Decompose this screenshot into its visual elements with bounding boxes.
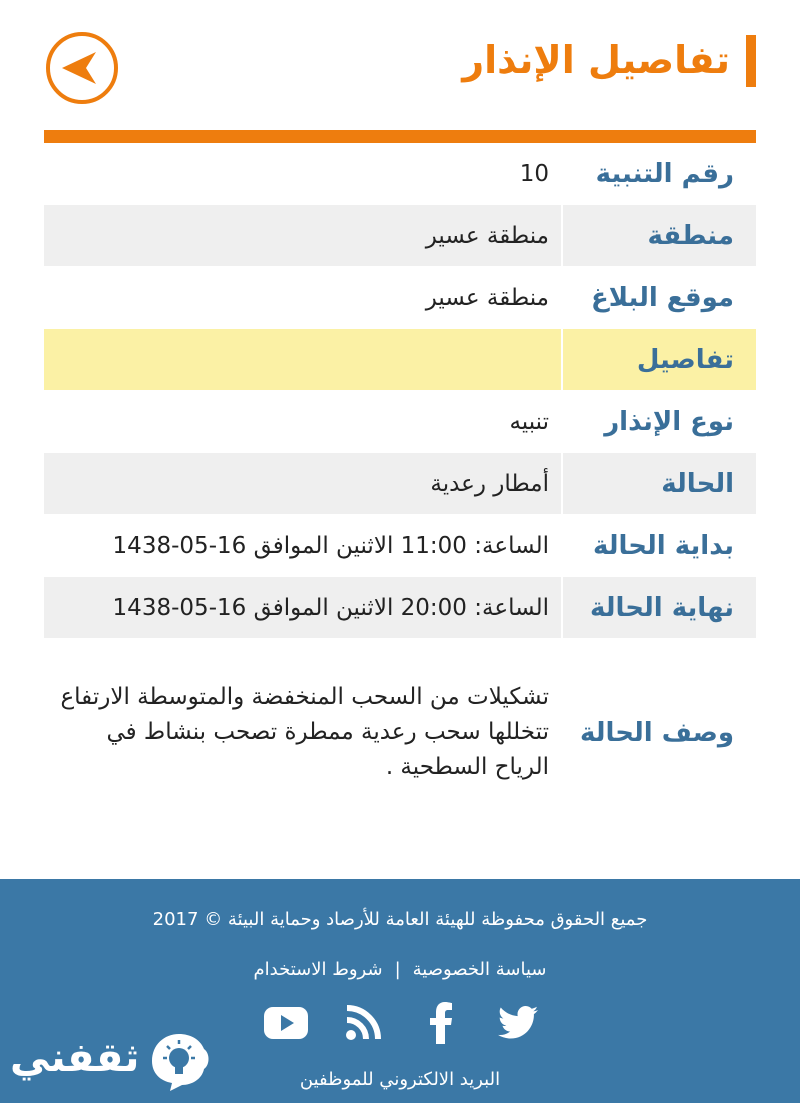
row-value: منطقة عسير (44, 205, 561, 266)
watermark-text: ثقفني (10, 1035, 140, 1081)
row-value: أمطار رعدية (44, 453, 561, 514)
link-separator: | (394, 959, 401, 980)
row-label: منطقة (563, 205, 756, 266)
row-label: موقع البلاغ (590, 282, 734, 313)
row-value: الساعة: 11:00 الاثنين الموافق 16-05-1438 (112, 532, 549, 559)
row-value (44, 329, 561, 390)
table-row-status-start (44, 515, 756, 576)
row-label: نوع الإنذار (604, 406, 734, 437)
employee-email-link[interactable]: البريد الالكتروني للموظفين (299, 1069, 501, 1090)
footer-links (0, 959, 800, 980)
alert-details-table (44, 143, 756, 785)
row-label: رقم التنبية (595, 158, 734, 189)
facebook-icon[interactable] (417, 1001, 465, 1045)
description-text: تشكيلات من السحب المنخفضة والمتوسطة الارتفاع تتخللها سحب رعدية ممطرة تصحب بنشاط في الرياح السطحية . (60, 684, 549, 780)
header-divider (44, 130, 756, 143)
chevron-left-icon (44, 30, 120, 106)
table-row-region (44, 205, 756, 266)
row-label: بداية الحالة (593, 530, 734, 561)
row-label: الحالة (563, 453, 756, 514)
privacy-policy-link[interactable]: سياسة الخصوصية (412, 959, 547, 980)
section-label: تفاصيل (563, 329, 756, 390)
row-value: منطقة عسير (425, 284, 549, 311)
table-row-status (44, 453, 756, 514)
table-row-report-location (44, 267, 756, 328)
row-label: وصف الحالة (579, 717, 734, 748)
row-value: تنبيه (509, 408, 549, 435)
rss-icon[interactable] (339, 1001, 387, 1045)
table-row-description (44, 680, 756, 785)
twitter-icon[interactable] (494, 1001, 542, 1045)
row-label: نهاية الحالة (563, 577, 756, 638)
page-footer (0, 879, 800, 1103)
row-value: 10 (519, 160, 549, 187)
copyright-text: جميع الحقوق محفوظة للهيئة العامة للأرصاد وحماية البيئة © 2017 (152, 909, 648, 930)
table-row-details-header (44, 329, 756, 390)
title-accent-bar (746, 35, 756, 87)
lightbulb-icon (148, 1031, 210, 1093)
watermark-logo (10, 1031, 210, 1101)
table-row-alert-type (44, 391, 756, 452)
table-row-alert-number (44, 143, 756, 204)
back-button[interactable] (44, 30, 120, 106)
youtube-icon[interactable] (262, 1001, 310, 1045)
table-row-status-end (44, 577, 756, 638)
social-links (262, 1001, 542, 1045)
page-header (0, 0, 800, 130)
page-title: تفاصيل الإنذار (462, 38, 730, 82)
row-value: الساعة: 20:00 الاثنين الموافق 16-05-1438 (44, 577, 561, 638)
terms-of-use-link[interactable]: شروط الاستخدام (253, 959, 383, 980)
